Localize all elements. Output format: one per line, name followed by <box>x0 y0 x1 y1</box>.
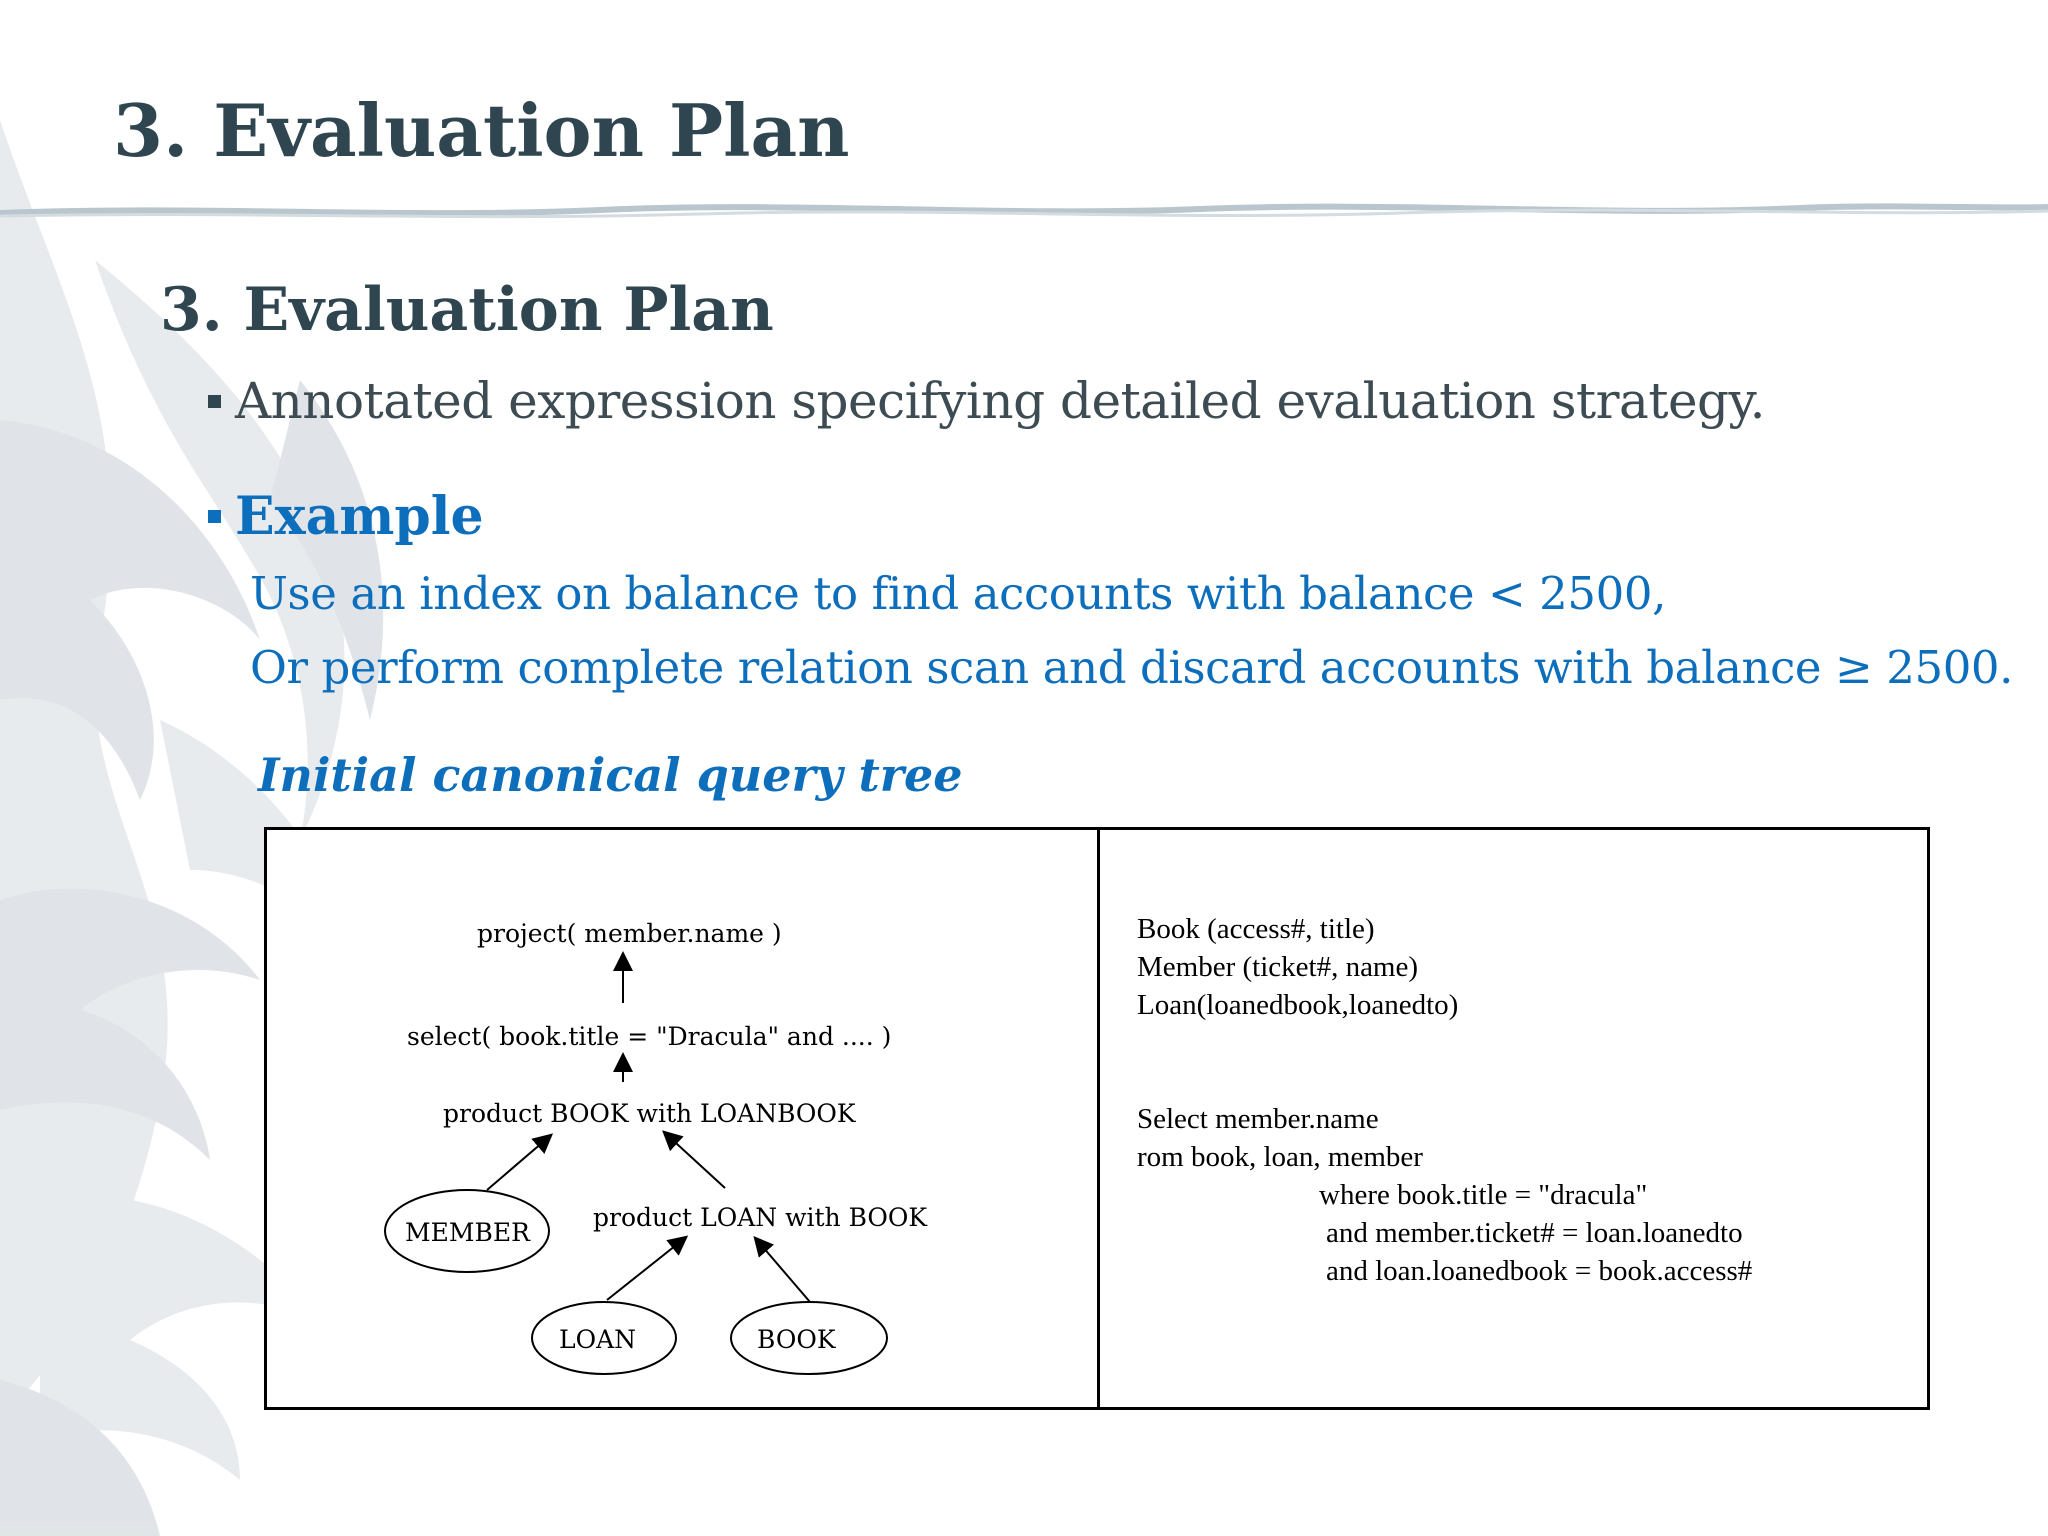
tree-node-project: project( member.name ) <box>477 919 782 948</box>
tree-node-member: MEMBER <box>405 1218 530 1247</box>
example-line-1: Use an index on balance to find accounts with balance < 2500, <box>250 567 1666 620</box>
sql-from-line: rom book, loan, member <box>1137 1141 1423 1173</box>
tree-node-book: BOOK <box>757 1325 836 1354</box>
bullet-square-icon <box>208 395 221 408</box>
tree-node-loan: LOAN <box>559 1325 637 1354</box>
edge-loan-to-inner-product <box>607 1238 685 1300</box>
schema-book: Book (access#, title) <box>1137 913 1375 945</box>
schema-and-sql-panel <box>1137 910 1897 1290</box>
section-heading: 3. Evaluation Plan <box>160 275 774 345</box>
edge-inner-product-to-product <box>665 1133 725 1188</box>
tree-node-select: select( book.title = "Dracula" and .... ) <box>407 1022 892 1051</box>
sql-and-line-2: and loan.loanedbook = book.access# <box>1326 1255 1753 1287</box>
query-tree-figure <box>264 827 1930 1410</box>
query-tree-diagram <box>267 830 1097 1407</box>
tree-caption: Initial canonical query tree <box>258 748 963 802</box>
schema-member: Member (ticket#, name) <box>1137 951 1419 983</box>
figure-divider <box>1097 830 1100 1407</box>
page-title: 3. Evaluation Plan <box>113 88 850 173</box>
sql-and-line-1: and member.ticket# = loan.loanedto <box>1326 1217 1743 1249</box>
tree-node-product-top: product BOOK with LOANBOOK <box>443 1099 856 1128</box>
tree-node-product-inner: product LOAN with BOOK <box>593 1203 928 1232</box>
edge-book-to-inner-product <box>756 1239 810 1302</box>
sql-where-line: where book.title = "dracula" <box>1319 1179 1648 1211</box>
schema-loan: Loan(loanedbook,loanedto) <box>1137 989 1459 1021</box>
sql-select-line: Select member.name <box>1137 1103 1379 1135</box>
bullet-definition <box>208 372 1765 430</box>
bullet-example-heading: Example <box>235 486 484 547</box>
title-divider-wave <box>0 195 2048 225</box>
bullet-example <box>208 486 484 547</box>
bullet-square-icon <box>208 510 221 523</box>
sql-query <box>1137 1100 1897 1290</box>
example-line-2: Or perform complete relation scan and discard accounts with balance ≥ 2500. <box>250 641 2014 694</box>
edge-member-to-product <box>487 1136 550 1190</box>
bullet-definition-text: Annotated expression specifying detailed evaluation strategy. <box>235 372 1766 430</box>
